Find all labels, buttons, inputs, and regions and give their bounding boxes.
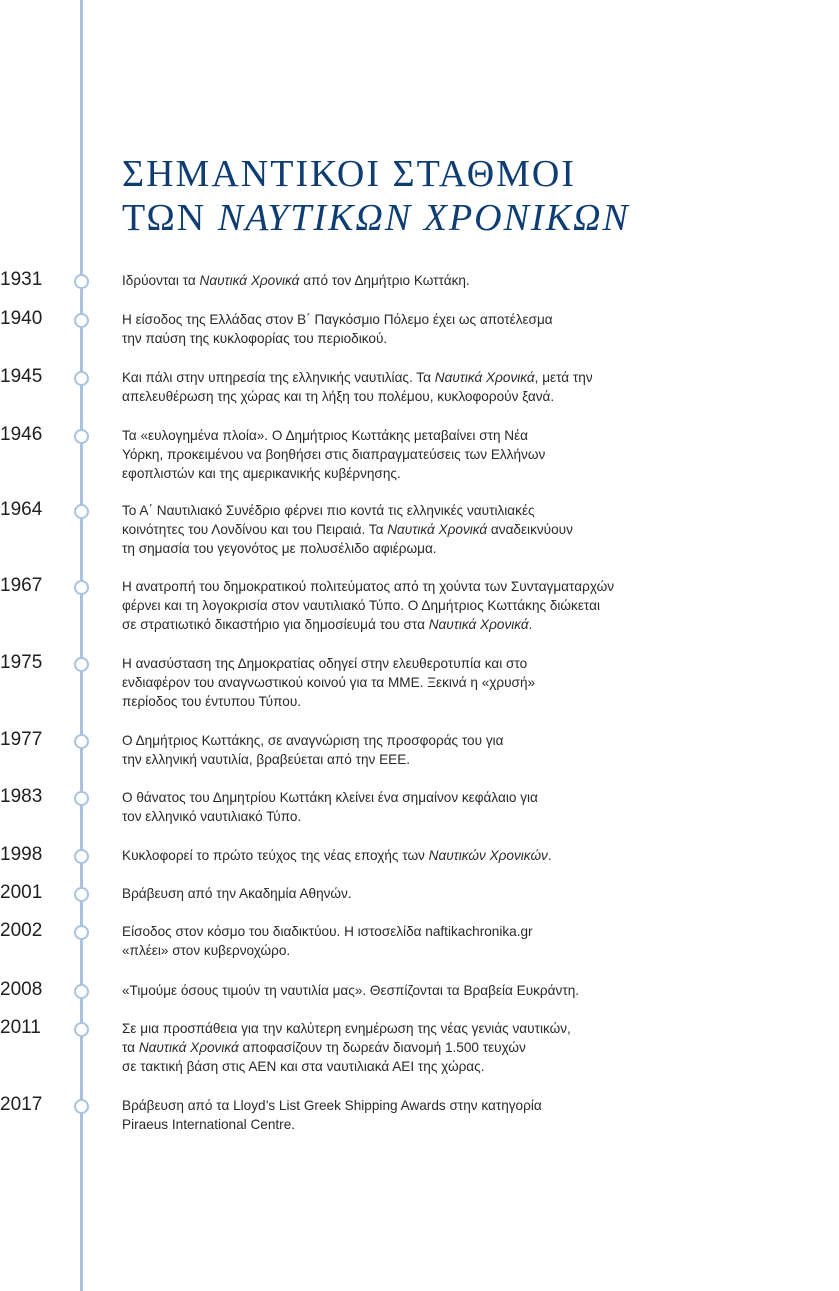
timeline-dot-icon <box>74 504 89 519</box>
text-segment: την παύση της κυκλοφορίας του περιοδικού. <box>122 331 388 346</box>
entry-year: 1967 <box>0 575 43 596</box>
text-segment: αναδεικνύουν <box>487 522 573 537</box>
timeline-dot-icon <box>74 984 89 999</box>
text-segment: ενδιαφέρον του αναγνωστικού κοινού για τα ΜΜΕ. Ξεκινά η «χρυσή» <box>122 675 536 690</box>
text-segment: αποφασίζουν τη δωρεάν διανομή 1.500 τευχών <box>238 1040 526 1055</box>
text-segment: Υόρκη, προκειμένου να βοηθήσει στις διαπραγματεύσεις των Ελλήνων <box>122 447 546 462</box>
title-line-2-italic: ΝΑΥΤΙΚΩΝ ΧΡΟΝΙΚΩΝ <box>217 197 630 239</box>
description-line <box>122 884 822 903</box>
description-line <box>122 1038 822 1057</box>
entry-description <box>122 577 822 634</box>
text-segment: , μετά την <box>534 370 593 385</box>
description-line <box>122 731 822 750</box>
text-segment: κοινότητες του Λονδίνου και του Πειραιά. Τα <box>122 522 388 537</box>
entry-year: 1931 <box>0 269 43 290</box>
text-segment: Κυκλοφορεί το πρώτο τεύχος της νέας εποχής των <box>122 848 429 863</box>
text-segment: εφοπλιστών και της αμερικανικής κυβέρνησης. <box>122 466 401 481</box>
page-title <box>122 152 630 240</box>
description-line <box>122 368 822 387</box>
description-line <box>122 329 822 348</box>
entry-description <box>122 426 822 483</box>
text-segment: Είσοδος στον κόσμο του διαδικτύου. Η ιστοσελίδα naftikachronika.gr <box>122 924 533 939</box>
text-segment: από τον Δημήτριο Κωττάκη. <box>299 273 470 288</box>
timeline-dot-icon <box>74 429 89 444</box>
description-line <box>122 464 822 483</box>
text-segment: Piraeus International Centre. <box>122 1117 296 1132</box>
description-line <box>122 615 822 634</box>
text-segment: «πλέει» στον κυβερνοχώρο. <box>122 943 291 958</box>
entry-year: 2001 <box>0 882 43 903</box>
entry-year: 2002 <box>0 920 43 941</box>
text-segment: απελευθέρωση της χώρας και τη λήξη του πολέμου, κυκλοφορούν ξανά. <box>122 389 555 404</box>
description-line <box>122 1057 822 1076</box>
entry-description <box>122 788 822 826</box>
entry-description <box>122 310 822 348</box>
entry-year: 1964 <box>0 499 43 520</box>
entry-description <box>122 731 822 769</box>
entry-description <box>122 501 822 558</box>
text-segment: Η ανατροπή του δημοκρατικού πολιτεύματος από τη χούντα των Συνταγματαρχών <box>122 579 614 594</box>
timeline-dot-icon <box>74 849 89 864</box>
description-line <box>122 539 822 558</box>
timeline-dot-icon <box>74 734 89 749</box>
text-segment: Το Α΄ Ναυτιλιακό Συνέδριο φέρνει πιο κοντά τις ελληνικές ναυτιλιακές <box>122 503 535 518</box>
text-segment: . <box>547 848 552 863</box>
entry-year: 1977 <box>0 729 43 750</box>
italic-title-text: Ναυτικών Χρονικών <box>428 848 548 863</box>
description-line <box>122 596 822 615</box>
text-segment: Και πάλι στην υπηρεσία της ελληνικής ναυτιλίας. Τα <box>122 370 435 385</box>
text-segment: Βράβευση από την Ακαδημία Αθηνών. <box>122 886 352 901</box>
description-line <box>122 941 822 960</box>
description-line <box>122 1096 822 1115</box>
description-line <box>122 692 822 711</box>
italic-title-text: Ναυτικά Χρονικά <box>428 617 529 632</box>
entry-description <box>122 846 822 865</box>
text-segment: Ιδρύονται τα <box>122 273 200 288</box>
italic-title-text: Ναυτικά Χρονικά <box>387 522 488 537</box>
text-segment: σε τακτική βάση στις ΑΕΝ και στα ναυτιλιακά ΑΕΙ της χώρας. <box>122 1059 485 1074</box>
description-line <box>122 577 822 596</box>
description-line <box>122 654 822 673</box>
text-segment: Ο θάνατος του Δημητρίου Κωττάκη κλείνει ένα σημαίνον κεφάλαιο για <box>122 790 538 805</box>
entry-description <box>122 922 822 960</box>
entry-description <box>122 1096 822 1134</box>
entry-description <box>122 654 822 711</box>
description-line <box>122 1019 822 1038</box>
timeline-dot-icon <box>74 371 89 386</box>
text-segment: . <box>528 617 533 632</box>
description-line <box>122 807 822 826</box>
description-line <box>122 271 822 290</box>
description-line <box>122 673 822 692</box>
description-line <box>122 788 822 807</box>
text-segment: Ο Δημήτριος Κωττάκης, σε αναγνώριση της προσφοράς του για <box>122 733 504 748</box>
text-segment: τα <box>122 1040 139 1055</box>
description-line <box>122 1115 822 1134</box>
entry-year: 1945 <box>0 366 43 387</box>
text-segment: την ελληνική ναυτιλία, βραβεύεται από την ΕΕΕ. <box>122 752 411 767</box>
timeline-dot-icon <box>74 1099 89 1114</box>
text-segment: περίοδος του έντυπου Τύπου. <box>122 694 302 709</box>
italic-title-text: Ναυτικά Χρονικά <box>199 273 300 288</box>
description-line <box>122 387 822 406</box>
entry-year: 2011 <box>0 1017 41 1038</box>
entry-description <box>122 981 822 1000</box>
entry-description <box>122 271 822 290</box>
entry-description <box>122 1019 822 1076</box>
text-segment: Τα «ευλογημένα πλοία». Ο Δημήτριος Κωττάκης μεταβαίνει στη Νέα <box>122 428 529 443</box>
description-line <box>122 445 822 464</box>
timeline-dot-icon <box>74 887 89 902</box>
entry-year: 1946 <box>0 424 43 445</box>
timeline-dot-icon <box>74 791 89 806</box>
entry-year: 1998 <box>0 844 43 865</box>
text-segment: Σε μια προσπάθεια για την καλύτερη ενημέρωση της νέας γενιάς ναυτικών, <box>122 1021 571 1036</box>
italic-title-text: Ναυτικά Χρονικά <box>434 370 535 385</box>
text-segment: σε στρατιωτικό δικαστήριο για δημοσίευμά του στα <box>122 617 429 632</box>
timeline-dot-icon <box>74 580 89 595</box>
timeline-dot-icon <box>74 657 89 672</box>
entry-year: 1940 <box>0 308 43 329</box>
entry-description <box>122 884 822 903</box>
text-segment: Βράβευση από τα Lloyd’s List Greek Shipping Awards στην κατηγορία <box>122 1098 542 1113</box>
description-line <box>122 922 822 941</box>
entry-description <box>122 368 822 406</box>
text-segment: Η ανασύσταση της Δημοκρατίας οδηγεί στην ελευθεροτυπία και στο <box>122 656 528 671</box>
title-line-2-prefix: ΤΩΝ <box>122 197 218 239</box>
description-line <box>122 501 822 520</box>
entry-year: 1975 <box>0 652 43 673</box>
description-line <box>122 846 822 865</box>
description-line <box>122 981 822 1000</box>
entry-year: 1983 <box>0 786 43 807</box>
description-line <box>122 750 822 769</box>
description-line <box>122 426 822 445</box>
timeline-dot-icon <box>74 274 89 289</box>
title-line-2 <box>122 196 630 240</box>
timeline-dot-icon <box>74 313 89 328</box>
text-segment: τον ελληνικό ναυτιλιακό Τύπο. <box>122 809 302 824</box>
italic-title-text: Ναυτικά Χρονικά <box>138 1040 239 1055</box>
text-segment: «Τιμούμε όσους τιμούν τη ναυτιλία μας». Θεσπίζονται τα Βραβεία Ευκράντη. <box>122 983 580 998</box>
timeline-line <box>80 0 83 1291</box>
timeline-dot-icon <box>74 1022 89 1037</box>
entry-year: 2017 <box>0 1094 43 1115</box>
text-segment: Η είσοδος της Ελλάδας στον Β΄ Παγκόσμιο Πόλεμο έχει ως αποτέλεσμα <box>122 312 553 327</box>
text-segment: τη σημασία του γεγονότος με πολυσέλιδο αφιέρωμα. <box>122 541 437 556</box>
description-line <box>122 520 822 539</box>
title-line-1: ΣΗΜΑΝΤΙΚΟΙ ΣΤΑΘΜΟΙ <box>122 153 577 195</box>
timeline-dot-icon <box>74 925 89 940</box>
description-line <box>122 310 822 329</box>
entry-year: 2008 <box>0 979 43 1000</box>
text-segment: φέρνει και τη λογοκρισία στον ναυτιλιακό Τύπο. Ο Δημήτριος Κωττάκης διώκεται <box>122 598 600 613</box>
